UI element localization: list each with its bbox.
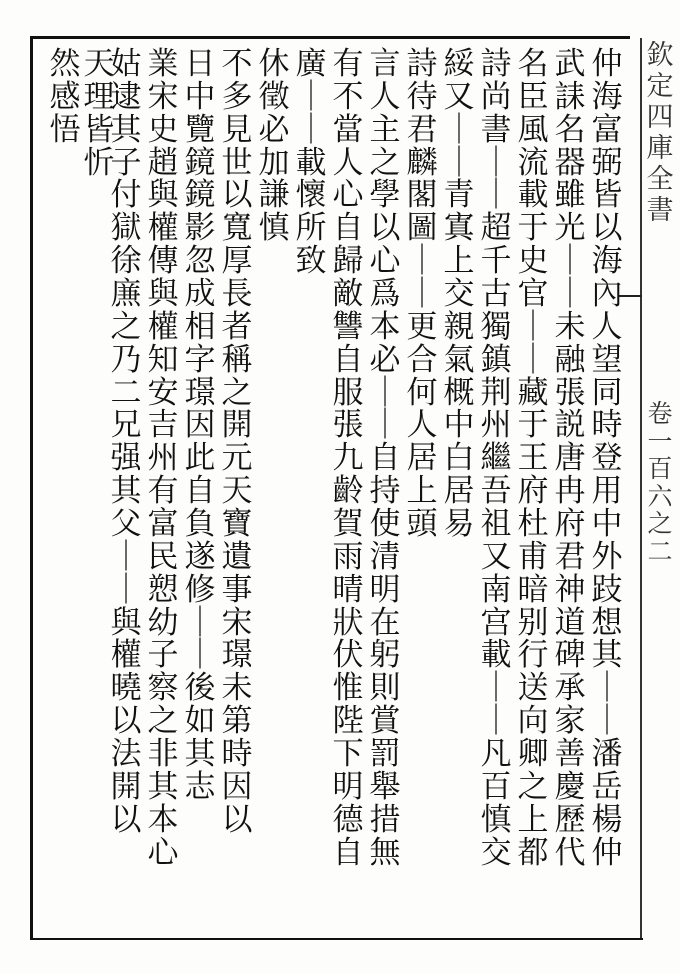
text-column: 詩 待 君 麟 閣 圖 ｜ ｜ 更 合 何 人 居 上 頭 [406,46,438,543]
banner-juan: 卷 一 百 六 之 二 [647,399,673,566]
text-column: 日 中 覽 鏡 鏡 影 忽 成 相 字 璟 因 此 自 負 遂 修 ｜ ｜ 後 如 其 志 [184,46,216,805]
text-column: 不 多 見 世 以 寬 厚 長 者 稱 之 開 元 天 寶 遺 事 宋 璟 未 第 時 因 以 [221,46,253,838]
text-column: 天 理 皆 忻 [83,46,115,181]
text-column: 綏 又 ｜ ｜ 青 寘 上 交 親 氣 概 中 白 居 易 [443,46,475,543]
text-column: 武 誄 名 器 雖 光 ｜ ｜ 未 融 張 説 唐 冉 府 君 神 道 碑 承 家 善 慶 歷 代 [554,46,586,871]
text-column: 仲 海 富 弼 皆 以 海 內 人 望 同 時 登 用 中 外 跂 想 其 ｜ ｜ 潘 岳 楊 仲 [591,46,623,871]
text-column: 姑 逮 其 子 付 獄 徐 㢘 之 乃 二 兄 强 其 父 ｜ ｜ 與 權 曉 以 法 開 以 [110,46,142,838]
text-column: 有 不 當 人 心 自 歸 敵 讐 自 服 張 九 齡 賀 雨 晴 狀 伏 惟 陛 下 明 德 自 [332,46,364,871]
text-column: 詩 尚 書 ｜ ｜ 超 千 古 獨 鎮 荆 州 繼 吾 祖 又 南 宫 載 ｜ ｜ 凡 百 慎 交 [480,46,512,871]
text-column: 業 宋 史 趙 與 權 傳 與 權 知 安 吉 州 有 富 民 愬 幼 子 察 之 非 其 本 心 [147,46,179,871]
text-column: 言 人 主 之 學 以 心 爲 本 必 ｜ ｜ 自 持 使 清 明 在 躬 則 賞 罰 舉 措 無 [369,46,401,871]
banner-title: 欽 定 四 庫 全 書 [646,40,674,227]
text-column: 廣 ｜ ｜ 載 懷 所 致 [295,46,327,280]
text-column: 休 徵 必 加 謙 慎 [258,46,290,247]
text-column: 然 感 悟 [49,46,81,148]
text-column: 名 臣 風 流 載 于 史 官 ｜ ｜ 藏 于 王 府 杜 甫 暗 别 行 送 向 卿 之 上 都 [517,46,549,871]
